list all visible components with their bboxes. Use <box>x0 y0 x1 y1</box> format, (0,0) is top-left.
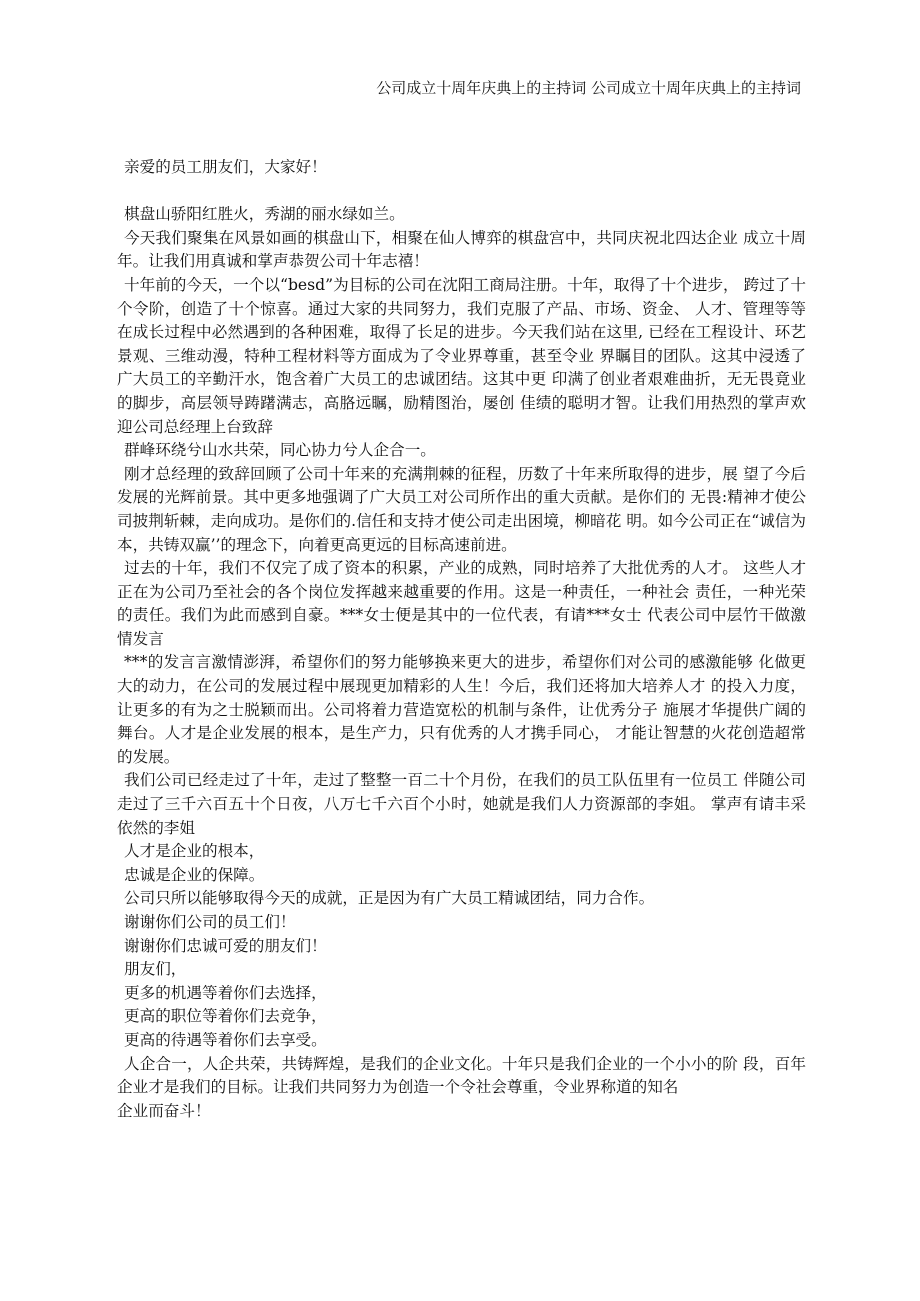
paragraph: 今天我们聚集在风景如画的棋盘山下，相聚在仙人博弈的棋盘宫中，共同庆祝北四达企业 成立十周年。让我们用真诚和掌声恭贺公司十年志禧！ <box>117 228 806 271</box>
paragraph: 谢谢你们忠诚可爱的朋友们！ <box>124 936 327 955</box>
paragraph: 更高的职位等着你们去竞争， <box>124 1007 327 1026</box>
paragraph: 十年前的今天，一个以“besd”为目标的公司在沈阳工商局注册。十年，取得了十个进步， 跨过了十个令阶，创造了十个惊喜。通过大家的共同努力，我们克服了产品、市场、资金、 人才、管理等等在成长过程中必然遇到的各种困难，取得了长足的进步。今天我们站在这里, 已经在工程设计、环艺景观、三维动漫，特种工程材料等方面成为了令业界尊重，甚至令业 界瞩目的团队。这其中浸透了广大员工的辛勤汗水，饱含着广大员工的忠诚团结。这其中更 印满了创业者艰难曲折，无无畏竟业的脚步，高层领导踌躇满志，高胳远瞩，励精图治，屡创 佳绩的聪明才智。让我们用热烈的掌声欢迎公司总经理上台致辞 <box>117 275 806 436</box>
paragraph: 人企合一，人企共荣，共铸辉煌，是我们的企业文化。十年只是我们企业的一个小小的阶 段，百年企业才是我们的目标。让我们共同努力为创造一个令社会尊重，令业界称道的知名 <box>117 1054 806 1097</box>
paragraph: 人才是企业的根本， <box>124 842 265 861</box>
closing-line: 企业而奋斗！ <box>117 1101 211 1120</box>
paragraph: 刚才总经理的致辞回顾了公司十年来的充满荆棘的征程，历数了十年来所取得的进步，展 望了今后发展的光辉前景。其中更多地强调了广大员工对公司所作出的重大贡献。是你们的 无畏:精神才使公司披荆斩棘，走向成功。是你们的.信任和支持才使公司走出困境，柳暗花 明。如今公司正在“诚信为本，共铸双赢’’的理念下，向着更高更远的目标高速前进。 <box>117 464 806 554</box>
page-header: 公司成立十周年庆典上的主持词 公司成立十周年庆典上的主持词 <box>376 79 801 97</box>
paragraph: 更高的待遇等着你们去享受。 <box>124 1030 327 1049</box>
paragraph: 公司只所以能够取得今天的成就，正是因为有广大员工精诚团结，同力合作。 <box>124 889 655 908</box>
paragraph: 群峰环绕兮山水共荣，同心协力兮人企合一。 <box>124 441 436 460</box>
paragraph: 朋友们， <box>124 960 187 979</box>
paragraph: 忠诚是企业的保障。 <box>124 865 265 884</box>
paragraph: 我们公司已经走过了十年，走过了整整一百二十个月份，在我们的员工队伍里有一位员工 伴随公司走过了三千六百五十个日夜，八万七千六百个小时，她就是我们人力资源部的李姐。 掌声有请丰采依然的李姐 <box>117 771 806 837</box>
paragraph: 棋盘山骄阳红胜火，秀湖的丽水绿如兰。 <box>124 205 405 224</box>
paragraph: 过去的十年，我们不仅完了成了资本的积累，产业的成熟，同时培养了大批优秀的人才。 这些人才正在为公司乃至社会的各个岗位发挥越来越重要的作用。这是一种责任，一种社会 责任，一种光荣的责任。我们为此而感到自豪。***女士便是其中的一位代表，有请***女士 代表公司中层竹干做激情发言 <box>117 559 806 648</box>
paragraph: 更多的机遇等着你们去选择， <box>124 983 327 1002</box>
document-body <box>117 156 806 1123</box>
paragraph: 谢谢你们公司的员工们！ <box>124 913 296 931</box>
paragraph: ***的发言言激情澎湃，希望你们的努力能够换来更大的进步，希望你们对公司的感激能够 化做更大的动力，在公司的发展过程中展现更加精彩的人生！今后，我们还将加大培养人才 的投入力度，让更多的有为之士脱颖而出。公司将着力营造宽松的机制与条件，让优秀分子 施展才华提供广阔的舞台。人才是企业发展的根本，是生产力，只有优秀的人才携手同心， 才能让智慧的火花创造超常的发展。 <box>117 653 806 766</box>
greeting-paragraph: 亲爱的员工朋友们，大家好！ <box>124 158 327 176</box>
